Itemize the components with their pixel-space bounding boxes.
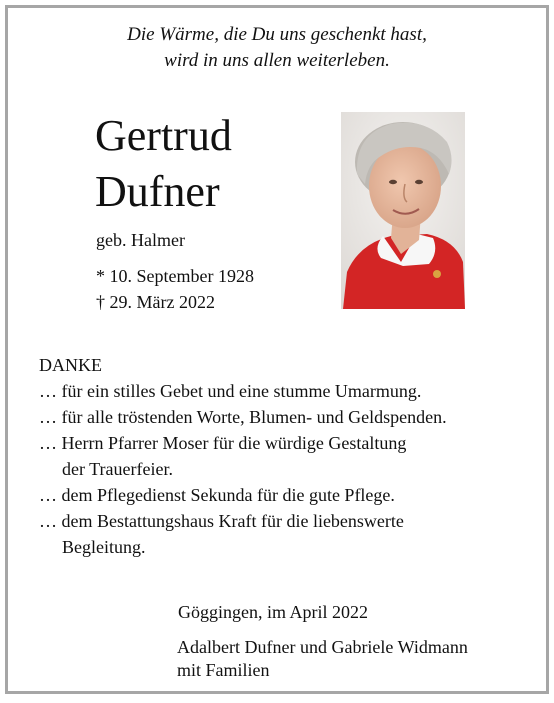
life-dates	[96, 263, 254, 315]
place-and-date: Göggingen, im April 2022	[178, 602, 368, 622]
last-name: Dufner	[95, 167, 220, 216]
quote-line-2: wird in uns allen weiterleben.	[164, 50, 390, 71]
thanks-line-4: der Trauerfeier.	[62, 459, 173, 479]
thanks-line-6: … dem Bestattungshaus Kraft für die liebenswerte	[39, 511, 404, 531]
thanks-line-3: … Herrn Pfarrer Moser für die würdige Gestaltung	[39, 433, 407, 453]
birth-date: * 10. September 1928	[96, 266, 254, 286]
signers	[177, 636, 468, 682]
memorial-quote	[8, 22, 546, 74]
thanks-line-2: … für alle tröstenden Worte, Blumen- und Geldspenden.	[39, 407, 447, 427]
thanks-line-5: … dem Pflegedienst Sekunda für die gute Pflege.	[39, 485, 395, 505]
first-name: Gertrud	[95, 111, 232, 160]
obituary-card	[5, 5, 549, 694]
death-date: † 29. März 2022	[96, 292, 215, 312]
thanks-section	[39, 352, 447, 560]
thanks-heading: DANKE	[39, 355, 102, 375]
quote-line-1: Die Wärme, die Du uns geschenkt hast,	[127, 24, 427, 45]
birth-name: geb. Halmer	[96, 230, 185, 250]
signer-line-1: Adalbert Dufner und Gabriele Widmann	[177, 637, 468, 657]
portrait-photo	[341, 112, 465, 309]
thanks-line-1: … für ein stilles Gebet und eine stumme Umarmung.	[39, 381, 422, 401]
signer-line-2: mit Familien	[177, 660, 270, 680]
deceased-name	[95, 108, 232, 220]
thanks-line-7: Begleitung.	[62, 537, 146, 557]
